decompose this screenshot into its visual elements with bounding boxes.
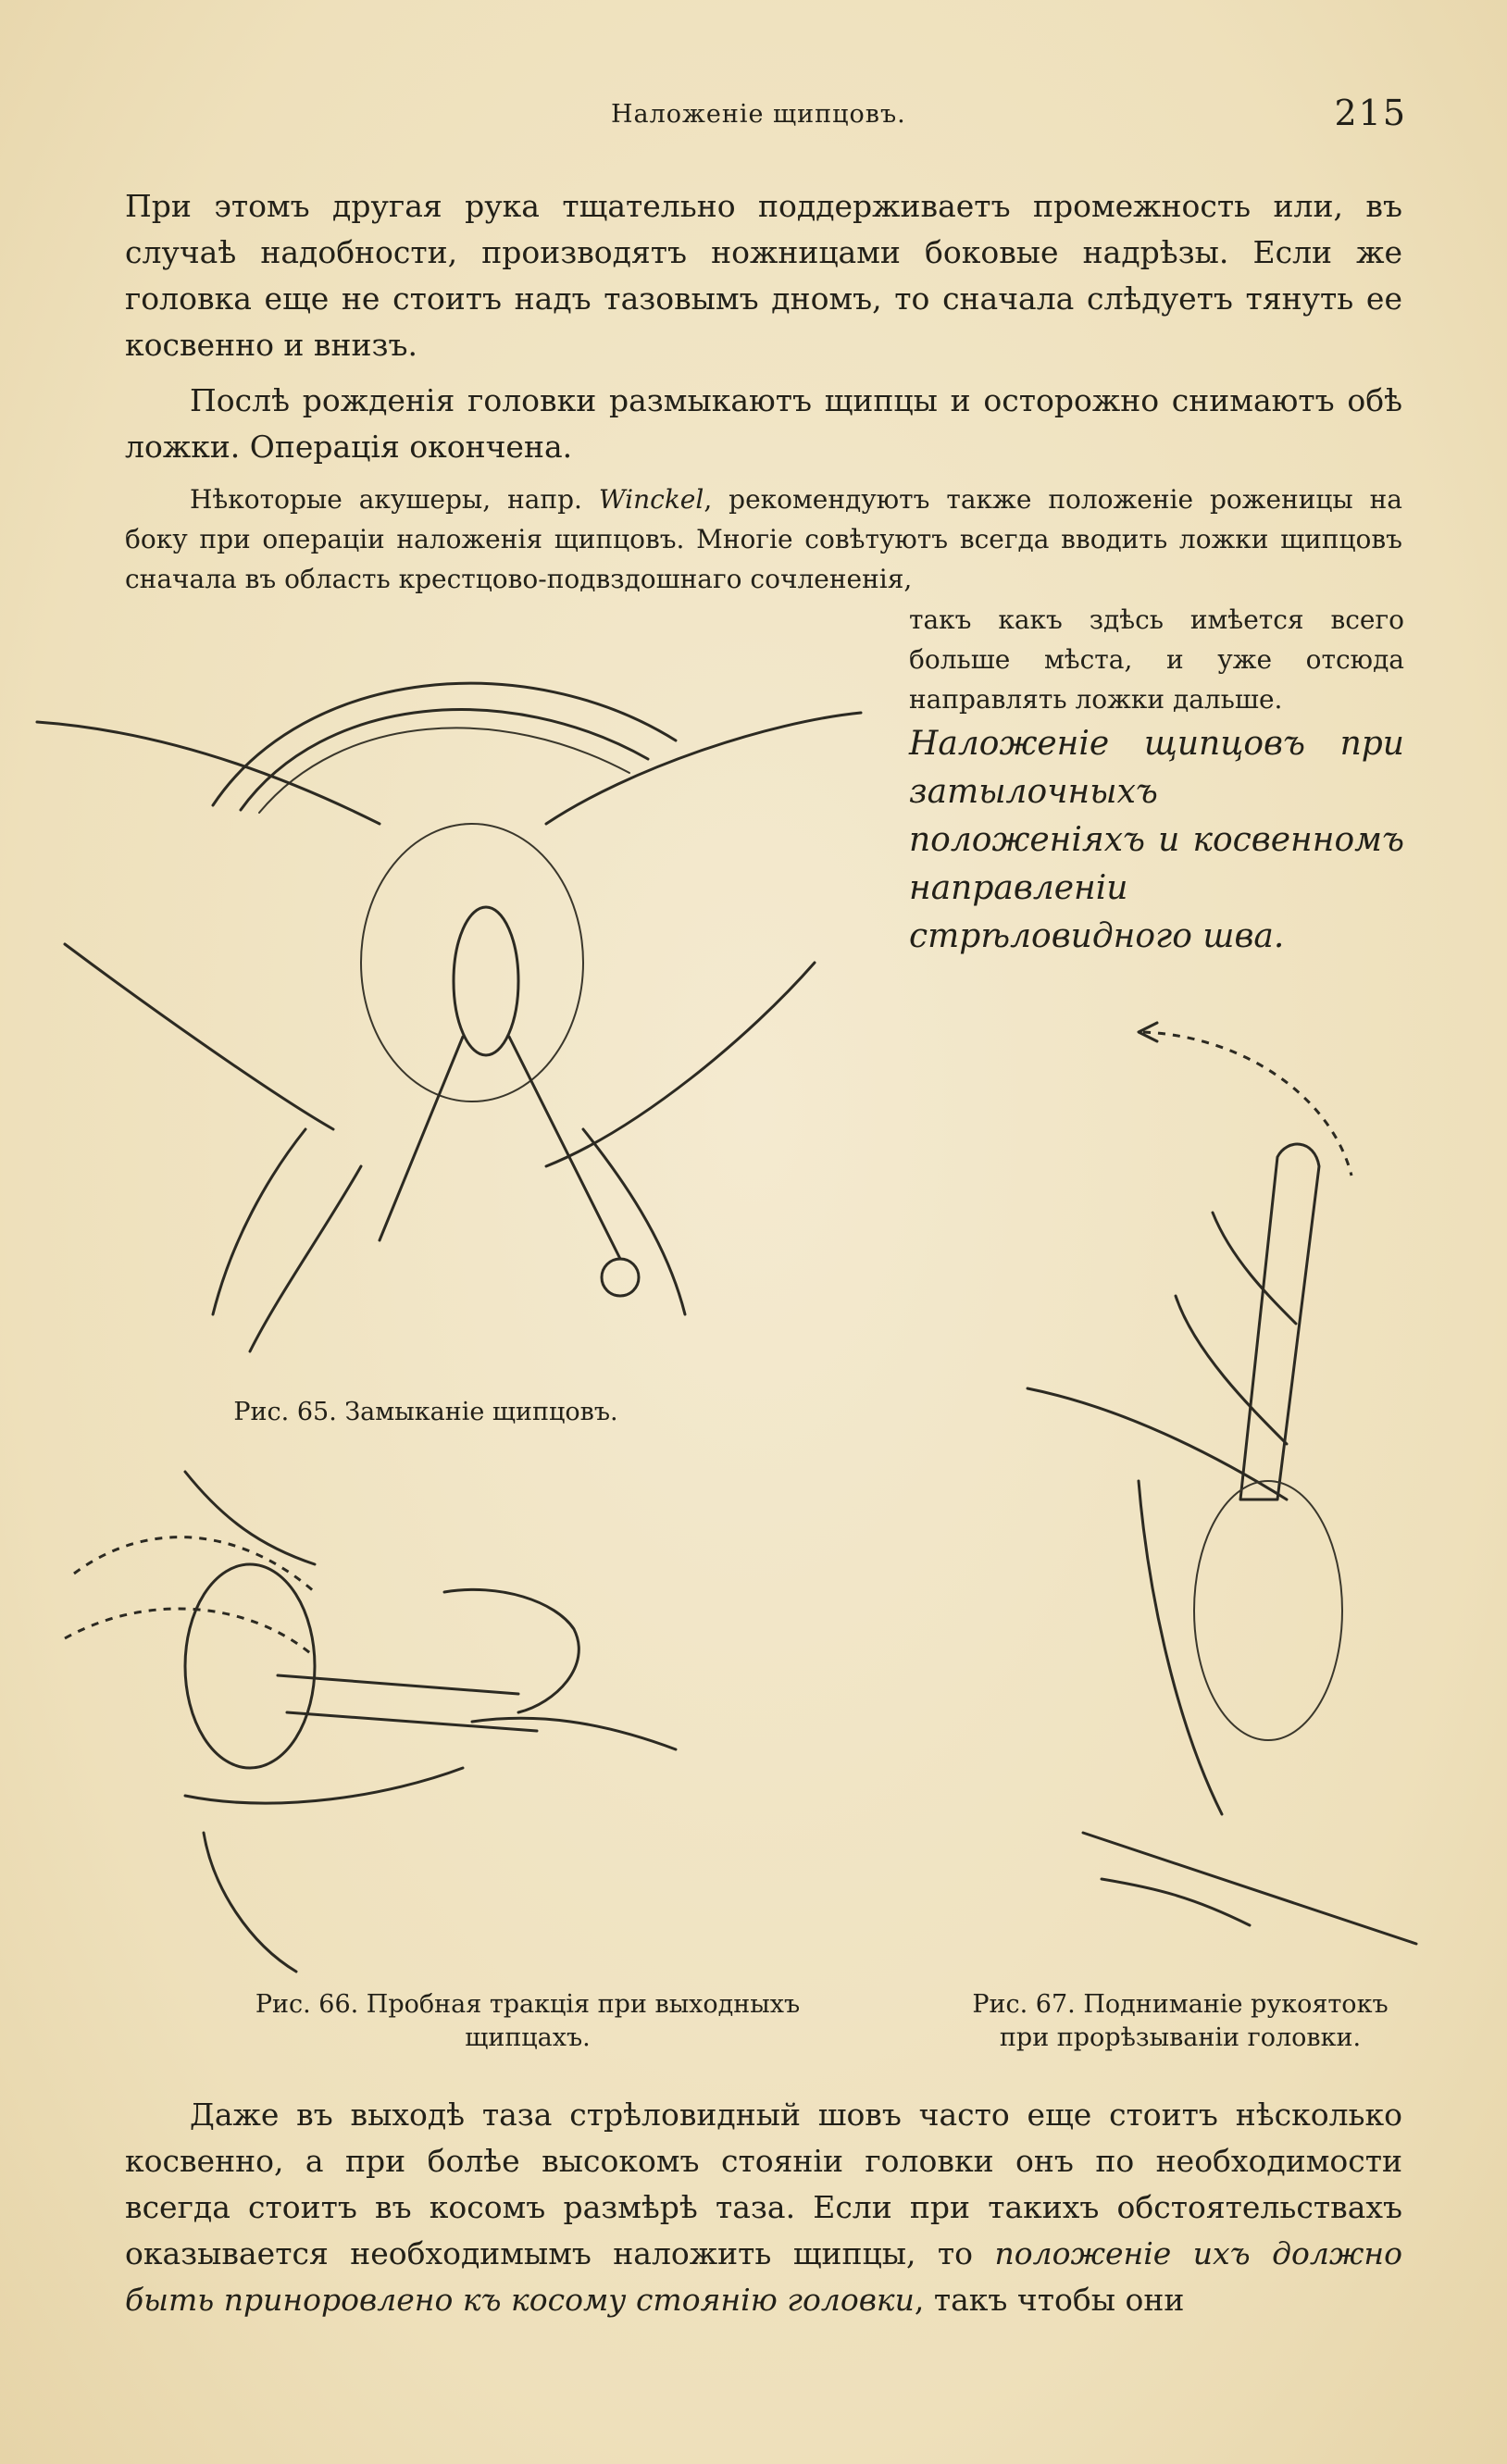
paragraph-1: При этомъ другая рука тщательно поддерживаетъ промежность или, въ случаѣ надобности, производятъ ножницами боковые надрѣзы. Если же головка еще не стоитъ надъ тазовымъ дномъ, то сначала слѣдуетъ тянуть ее косвенно и внизъ. bbox=[125, 188, 1402, 363]
page-number: 215 bbox=[1334, 93, 1407, 133]
figure-66-caption-line2: щипцахъ. bbox=[465, 2023, 591, 2052]
note-lead: Нѣкоторые акушеры, напр. bbox=[190, 484, 599, 515]
note-continuation: такъ какъ здѣсь имѣется всего больше мѣста, и уже отсюда направлять ложки дальше. bbox=[909, 604, 1404, 715]
figure-65-illustration bbox=[28, 611, 898, 1398]
section-heading: Наложеніе щипцовъ при затылочныхъ положеніяхъ и косвенномъ направленіи стрѣловидного шва. bbox=[909, 725, 1404, 955]
paragraph-2: Послѣ рожденія головки размыкаютъ щипцы и осторожно снимаютъ обѣ ложки. Операція окончена. bbox=[125, 382, 1402, 465]
paragraph-3 bbox=[125, 2092, 1402, 2323]
figure-67-caption bbox=[935, 1988, 1426, 2055]
running-title: Наложеніе щипцовъ. bbox=[611, 100, 906, 129]
note-body: , рекомендуютъ также положеніе роженицы на боку при операціи наложенія щипцовъ. Многіе совѣтуютъ всегда вводить ложки щипцовъ сначала въ область крестцово-подвздошнаго сочлененія, bbox=[125, 484, 1402, 594]
figure-66-caption bbox=[194, 1988, 861, 2055]
footnote-paragraph bbox=[125, 479, 1402, 599]
para3-plain: Даже въ выходѣ таза стрѣловидный шовъ часто еще стоитъ нѣсколько косвенно, а при болѣе высокомъ стояніи головки онъ по необходимости всегда стоитъ въ косомъ размѣрѣ таза. Если при такихъ обстоятельствахъ оказывается необходимымъ наложить щипцы, то bbox=[125, 2097, 1402, 2271]
arrow-arc bbox=[1143, 1032, 1351, 1176]
figure-66-illustration bbox=[37, 1444, 870, 1981]
para3-italic: положеніе ихъ должно быть приноровлено къ косому стоянію головки bbox=[125, 2235, 1402, 2318]
figure-67-illustration bbox=[1009, 1018, 1444, 1981]
page-header bbox=[130, 93, 1407, 139]
figure-66-caption-line1: Рис. 66. Пробная тракція при выходныхъ bbox=[255, 1990, 801, 2019]
note-author: Winckel bbox=[598, 484, 704, 515]
figure-67-caption-line2: при прорѣзываніи головки. bbox=[999, 2023, 1362, 2052]
figure-65-caption: Рис. 65. Замыканіе щипцовъ. bbox=[233, 1398, 618, 1426]
figure-67-caption-line1: Рис. 67. Подниманіе рукоятокъ bbox=[972, 1990, 1389, 2019]
para3-tail: , такъ чтобы они bbox=[914, 2282, 1185, 2318]
